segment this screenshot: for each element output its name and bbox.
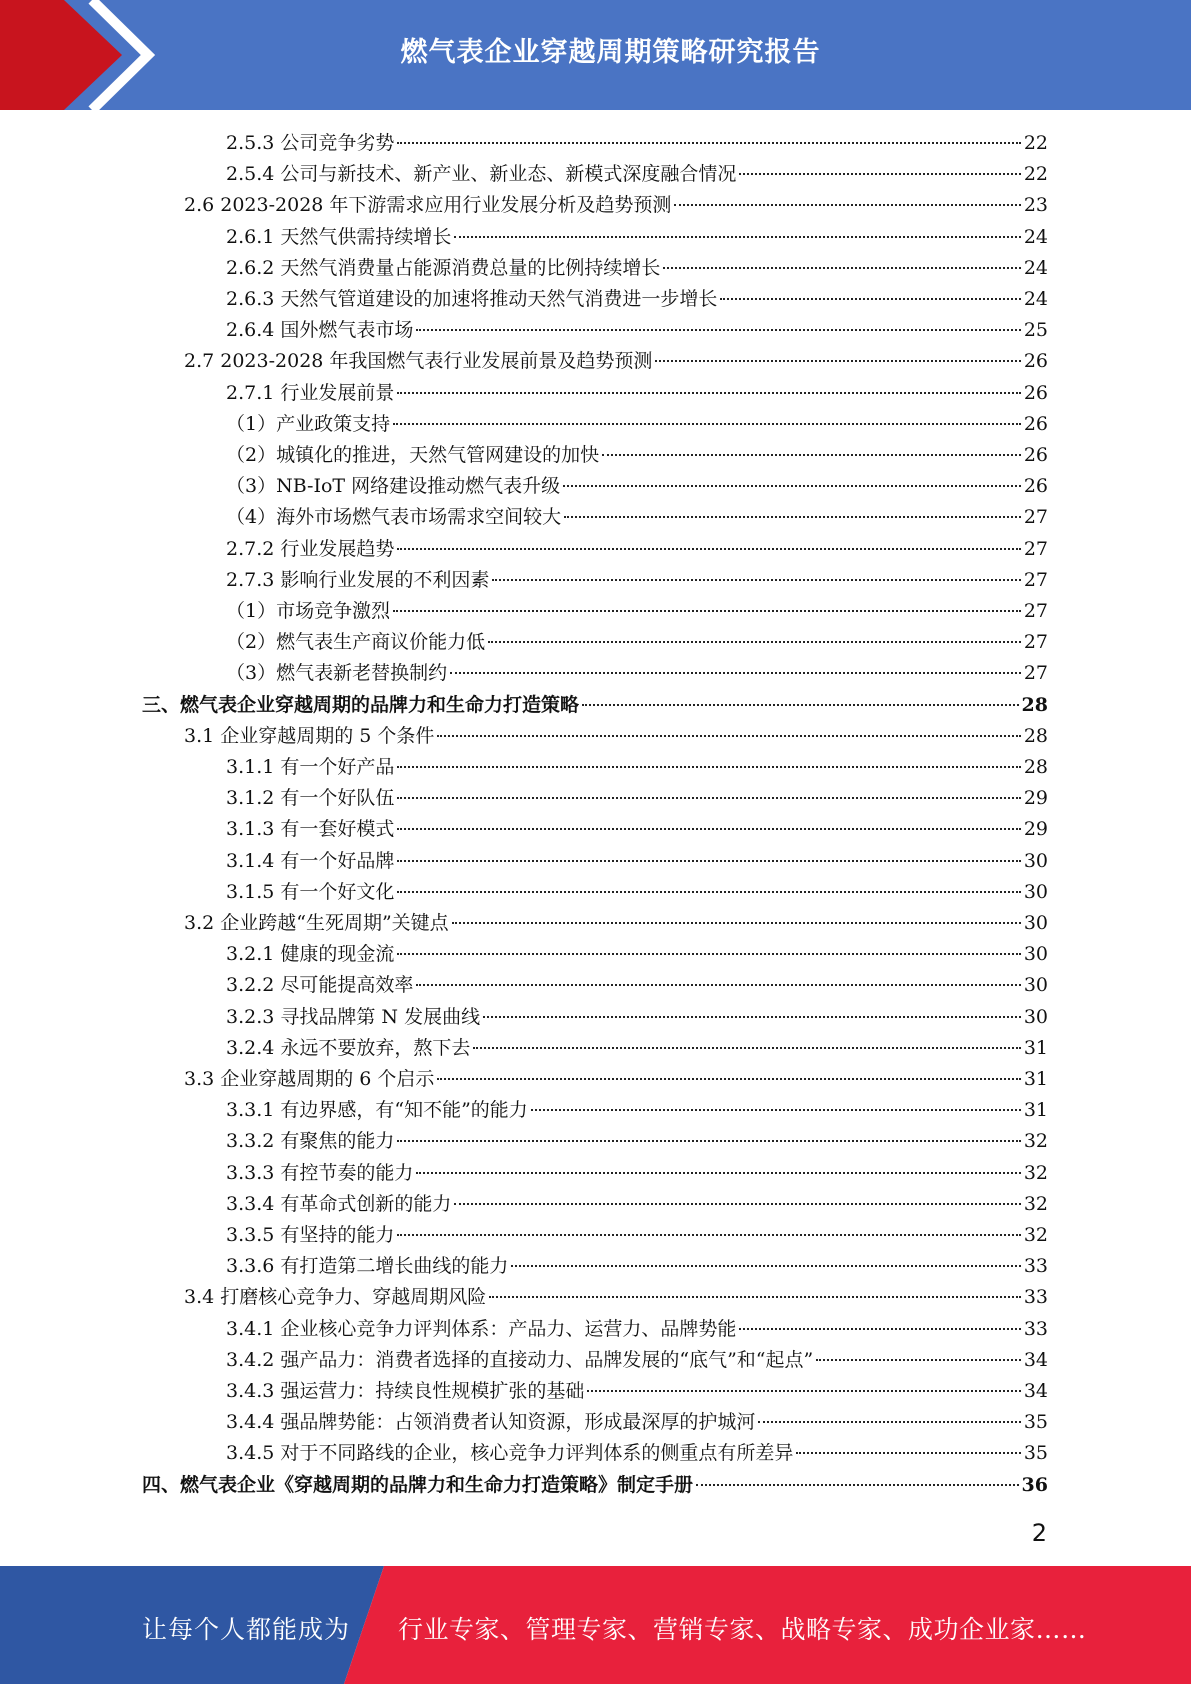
toc-entry[interactable] [226, 1158, 1048, 1188]
toc-entry-title: 3.1.3 有一套好模式 [226, 818, 395, 841]
toc-entry-title: 2.6.1 天然气供需持续增长 [226, 225, 452, 248]
toc-entry-title: 2.7 2023-2028 年我国燃气表行业发展前景及趋势预测 [184, 350, 653, 373]
toc-entry[interactable] [226, 315, 1048, 345]
toc-dot-leader [489, 1295, 1021, 1298]
toc-entry[interactable] [226, 846, 1048, 876]
toc-entry-page: 24 [1023, 256, 1048, 279]
toc-entry-title: 3.3.1 有边界感，有“知不能”的能力 [226, 1099, 528, 1122]
toc-entry-title: 2.6.4 国外燃气表市场 [226, 319, 414, 342]
toc-entry[interactable] [226, 1314, 1048, 1344]
toc-dot-leader [563, 484, 1021, 487]
toc-entry-title: 3.3.3 有控节奏的能力 [226, 1161, 414, 1184]
toc-entry[interactable] [226, 1095, 1048, 1125]
toc-entry-page: 32 [1023, 1161, 1048, 1184]
toc-entry[interactable] [226, 658, 1048, 688]
toc-entry[interactable] [142, 1470, 1048, 1500]
toc-entry-page: 28 [1023, 724, 1048, 747]
toc-dot-leader [473, 1046, 1020, 1049]
toc-entry-page: 35 [1023, 1411, 1048, 1434]
toc-entry-title: （1）市场竞争激烈 [226, 600, 391, 622]
toc-dot-leader [393, 422, 1021, 425]
toc-dot-leader [452, 921, 1021, 924]
toc-entry-page: 27 [1023, 568, 1048, 591]
toc-entry-title: （2）城镇化的推进，天然气管网建设的加快 [226, 444, 600, 466]
toc-entry[interactable] [226, 284, 1048, 314]
toc-entry-title: （4）海外市场燃气表市场需求空间较大 [226, 506, 562, 529]
toc-dot-leader [696, 1483, 1019, 1486]
toc-entry[interactable] [226, 502, 1048, 532]
toc-entry-title: 3.1.4 有一个好品牌 [226, 849, 395, 872]
toc-entry[interactable] [184, 721, 1048, 751]
toc-entry-title: 2.5.3 公司竞争劣势 [226, 132, 395, 154]
toc-entry-page: 28 [1021, 693, 1048, 716]
toc-entry-page: 26 [1023, 350, 1048, 373]
toc-dot-leader [758, 1420, 1020, 1423]
toc-dot-leader [450, 671, 1021, 674]
toc-entry-page: 24 [1023, 288, 1048, 310]
toc-entry-page: 31 [1023, 1068, 1048, 1090]
toc-entry-title: （2）燃气表生产商议价能力低 [226, 631, 486, 654]
toc-entry-page: 22 [1023, 163, 1048, 186]
toc-entry-title: 3.1.1 有一个好产品 [226, 756, 395, 778]
toc-entry-page: 25 [1023, 319, 1048, 342]
toc-entry-page: 23 [1023, 194, 1048, 217]
toc-entry[interactable] [184, 1282, 1048, 1312]
toc-dot-leader [397, 141, 1020, 144]
toc-entry[interactable] [142, 690, 1048, 720]
toc-entry[interactable] [226, 596, 1048, 626]
toc-entry-page: 33 [1023, 1317, 1048, 1340]
toc-dot-leader [587, 1389, 1020, 1392]
toc-dot-leader [397, 952, 1020, 955]
toc-entry[interactable] [226, 752, 1048, 782]
toc-entry-page: 26 [1023, 412, 1048, 435]
toc-entry-title: 3.4.4 强品牌势能：占领消费者认知资源，形成最深厚的护城河 [226, 1411, 756, 1434]
toc-entry-title: 3.2.2 尽可能提高效率 [226, 974, 414, 997]
toc-entry-title: 3.3.4 有革命式创新的能力 [226, 1192, 452, 1215]
toc-entry[interactable] [226, 1002, 1048, 1032]
toc-entry[interactable] [184, 346, 1048, 376]
toc-entry[interactable] [226, 783, 1048, 813]
toc-entry-page: 22 [1023, 132, 1048, 154]
toc-dot-leader [397, 1233, 1020, 1236]
toc-dot-leader [397, 827, 1020, 830]
toc-entry-page: 27 [1023, 631, 1048, 654]
toc-entry[interactable] [226, 1251, 1048, 1281]
toc-entry-page: 36 [1021, 1473, 1048, 1496]
toc-entry-title: 3.1 企业穿越周期的 5 个条件 [184, 724, 435, 747]
toc-entry-title: 2.7.2 行业发展趋势 [226, 537, 395, 560]
toc-entry-title: 2.5.4 公司与新技术、新产业、新业态、新模式深度融合情况 [226, 163, 737, 186]
toc-entry-title: 四、燃气表企业《穿越周期的品牌力和生命力打造策略》制定手册 [142, 1473, 694, 1496]
toc-entry[interactable] [226, 128, 1048, 158]
toc-entry-page: 24 [1023, 225, 1048, 248]
toc-entry-title: 三、燃气表企业穿越周期的品牌力和生命力打造策略 [142, 693, 580, 716]
toc-entry[interactable] [226, 627, 1048, 657]
toc-entry[interactable] [226, 1407, 1048, 1437]
toc-entry-page: 30 [1023, 912, 1048, 934]
toc-entry-page: 30 [1023, 849, 1048, 872]
toc-dot-leader [796, 1451, 1020, 1454]
toc-dot-leader [602, 453, 1021, 456]
toc-dot-leader [397, 890, 1020, 893]
toc-entry-page: 30 [1023, 880, 1048, 903]
toc-dot-leader [397, 859, 1020, 862]
toc-dot-leader [397, 547, 1020, 550]
toc-entry[interactable] [184, 1064, 1048, 1094]
toc-entry-title: 3.3.2 有聚焦的能力 [226, 1130, 395, 1153]
toc-entry[interactable] [226, 378, 1048, 408]
toc-dot-leader [655, 359, 1020, 362]
toc-entry[interactable] [226, 534, 1048, 564]
toc-entry-title: 2.7.1 行业发展前景 [226, 381, 395, 404]
toc-dot-leader [397, 391, 1020, 394]
toc-dot-leader [488, 640, 1021, 643]
toc-entry[interactable] [226, 1033, 1048, 1063]
toc-entry[interactable] [226, 970, 1048, 1000]
toc-entry-page: 27 [1023, 537, 1048, 560]
page-header [0, 0, 1191, 110]
toc-dot-leader [437, 734, 1020, 737]
toc-entry-title: 3.3 企业穿越周期的 6 个启示 [184, 1068, 435, 1090]
toc-entry-page: 28 [1023, 756, 1048, 778]
toc-entry-page: 27 [1023, 662, 1048, 685]
toc-entry-page: 26 [1023, 475, 1048, 498]
toc-entry-title: 3.4.1 企业核心竞争力评判体系：产品力、运营力、品牌势能 [226, 1317, 737, 1340]
page-footer [0, 1566, 1191, 1684]
toc-entry-page: 35 [1023, 1442, 1048, 1465]
toc-entry-title: （1）产业政策支持 [226, 412, 391, 435]
toc-entry-page: 33 [1023, 1255, 1048, 1278]
toc-entry[interactable] [226, 1126, 1048, 1156]
toc-entry-title: 2.6.3 天然气管道建设的加速将推动天然气消费进一步增长 [226, 288, 718, 310]
toc-entry-title: 3.1.2 有一个好队伍 [226, 787, 395, 810]
toc-entry[interactable] [226, 253, 1048, 283]
toc-entry[interactable] [226, 565, 1048, 595]
toc-entry-title: 3.4.5 对于不同路线的企业，核心竞争力评判体系的侧重点有所差异 [226, 1442, 794, 1465]
toc-entry[interactable] [226, 1220, 1048, 1250]
toc-entry-page: 33 [1023, 1286, 1048, 1309]
toc-dot-leader [739, 172, 1020, 175]
toc-entry-page: 31 [1023, 1036, 1048, 1059]
toc-entry-page: 27 [1023, 600, 1048, 622]
toc-entry[interactable] [226, 222, 1048, 252]
toc-dot-leader [483, 1015, 1021, 1018]
toc-entry[interactable] [184, 190, 1048, 220]
toc-entry[interactable] [184, 908, 1048, 938]
toc-dot-leader [416, 983, 1020, 986]
toc-entry-page: 30 [1023, 974, 1048, 997]
toc-entry-page: 32 [1023, 1192, 1048, 1215]
toc-entry-title: （3）燃气表新老替换制约 [226, 662, 448, 685]
toc-entry[interactable] [226, 159, 1048, 189]
toc-entry[interactable] [226, 814, 1048, 844]
toc-entry-title: 3.3.6 有打造第二增长曲线的能力 [226, 1255, 509, 1278]
toc-entry-title: （3）NB-IoT 网络建设推动燃气表升级 [226, 475, 561, 498]
toc-entry-title: 2.7.3 影响行业发展的不利因素 [226, 568, 490, 591]
toc-dot-leader [582, 703, 1019, 706]
toc-entry-title: 2.6.2 天然气消费量占能源消费总量的比例持续增长 [226, 256, 661, 279]
toc-entry-title: 3.3.5 有坚持的能力 [226, 1224, 395, 1246]
toc-dot-leader [454, 235, 1020, 238]
toc-dot-leader [397, 796, 1020, 799]
toc-entry-page: 32 [1023, 1130, 1048, 1153]
toc-dot-leader [416, 328, 1020, 331]
toc-entry-page: 29 [1023, 818, 1048, 841]
toc-entry-title: 3.2.4 永远不要放弃，熬下去 [226, 1036, 471, 1059]
toc-dot-leader [531, 1108, 1021, 1111]
toc-entry-page: 32 [1023, 1224, 1048, 1246]
toc-entry-page: 30 [1023, 943, 1048, 966]
toc-entry-title: 3.4 打磨核心竞争力、穿越周期风险 [184, 1286, 487, 1309]
toc-dot-leader [397, 765, 1020, 768]
page-number: 2 [1031, 1519, 1047, 1547]
toc-entry[interactable] [226, 1189, 1048, 1219]
toc-entry[interactable] [226, 409, 1048, 439]
toc-dot-leader [454, 1202, 1020, 1205]
toc-dot-leader [416, 1171, 1020, 1174]
toc-entry[interactable] [226, 471, 1048, 501]
toc-dot-leader [720, 297, 1020, 300]
toc-entry-page: 30 [1023, 1005, 1048, 1028]
report-title: 燃气表企业穿越周期策略研究报告 [400, 37, 821, 68]
toc-dot-leader [674, 203, 1020, 206]
toc-entry-page: 34 [1023, 1348, 1048, 1371]
toc-entry-page: 31 [1023, 1099, 1048, 1122]
toc-dot-leader [492, 578, 1020, 581]
toc-entry-title: 3.1.5 有一个好文化 [226, 880, 395, 903]
toc-entry-page: 34 [1023, 1380, 1048, 1402]
toc-entry[interactable] [226, 1345, 1048, 1375]
toc-entry-title: 3.2.1 健康的现金流 [226, 943, 395, 966]
toc-entry[interactable] [226, 939, 1048, 969]
toc-dot-leader [511, 1264, 1020, 1267]
footer-slogan-left: 让每个人都能成为 [142, 1615, 351, 1644]
toc-dot-leader [397, 1139, 1020, 1142]
toc-entry-page: 29 [1023, 787, 1048, 810]
toc-entry-page: 27 [1023, 506, 1048, 529]
toc-entry[interactable] [226, 1376, 1048, 1406]
toc-entry[interactable] [226, 1438, 1048, 1468]
toc-dot-leader [564, 515, 1021, 518]
toc-dot-leader [816, 1358, 1021, 1361]
toc-entry-page: 26 [1023, 444, 1048, 466]
toc-entry-title: 3.2.3 寻找品牌第 N 发展曲线 [226, 1005, 481, 1028]
toc-dot-leader [437, 1077, 1020, 1080]
toc-entry-title: 3.4.3 强运营力：持续良性规模扩张的基础 [226, 1380, 585, 1402]
toc-entry[interactable] [226, 877, 1048, 907]
toc-dot-leader [739, 1327, 1020, 1330]
toc-entry-title: 2.6 2023-2028 年下游需求应用行业发展分析及趋势预测 [184, 194, 672, 217]
toc-entry-title: 3.2 企业跨越“生死周期”关键点 [184, 912, 449, 934]
toc-dot-leader [393, 609, 1021, 612]
toc-dot-leader [663, 266, 1020, 269]
toc-entry-page: 26 [1023, 381, 1048, 404]
toc-entry[interactable] [226, 440, 1048, 470]
footer-slogan-right: 行业专家、管理专家、营销专家、战略专家、成功企业家…… [398, 1615, 1087, 1644]
toc-entry-title: 3.4.2 强产品力：消费者选择的直接动力、品牌发展的“底气”和“起点” [226, 1348, 814, 1371]
